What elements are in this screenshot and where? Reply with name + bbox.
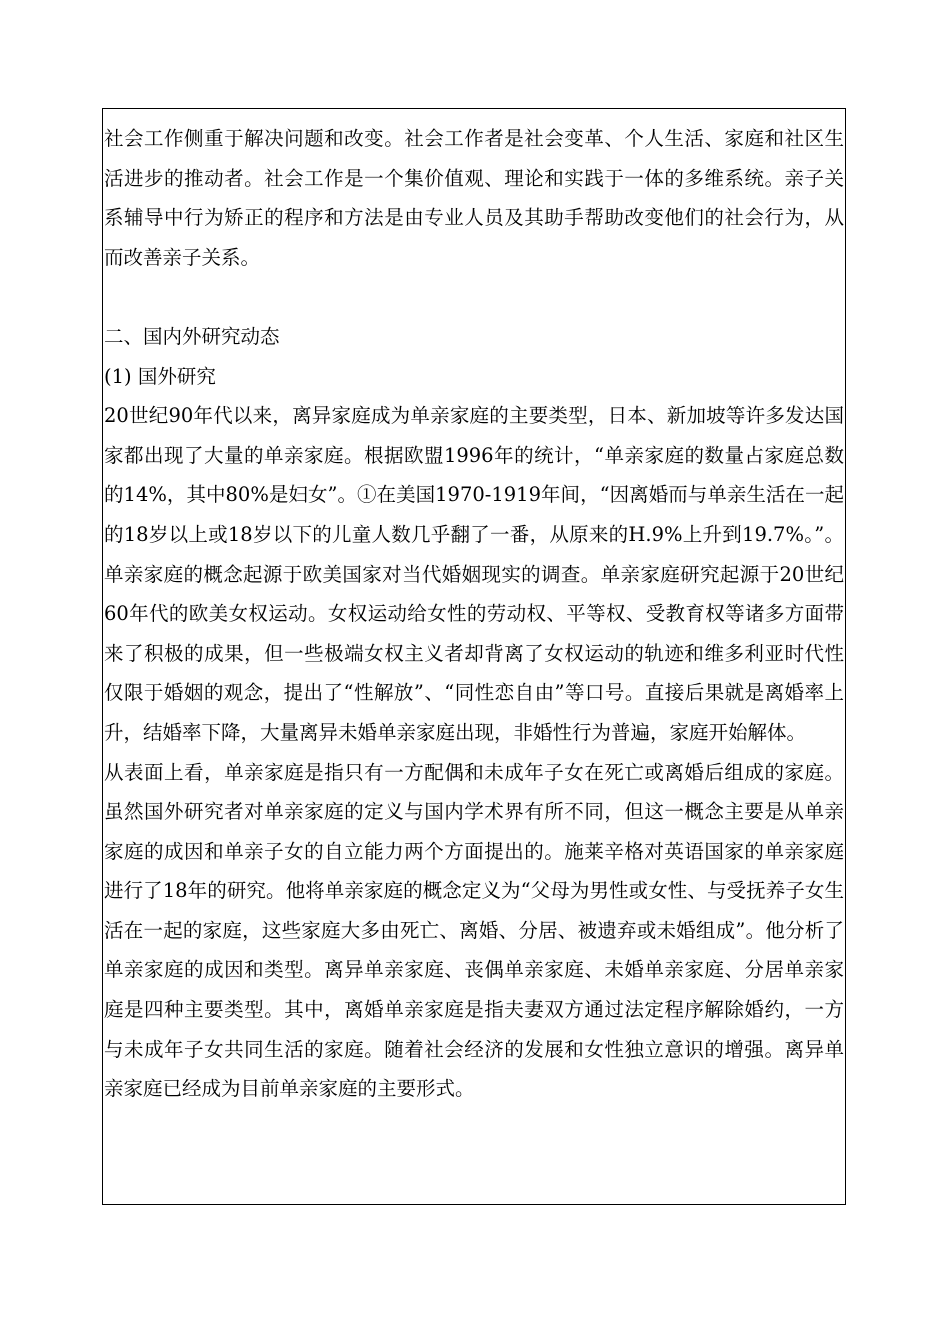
document-body [103,119,845,1109]
foreign-research-paragraph-1: 20世纪90年代以来，离异家庭成为单亲家庭的主要类型，日本、新加坡等许多发达国家都出现了大量的单亲家庭。根据欧盟1996年的统计，“单亲家庭的数量占家庭总数的14%，其中80%是妇女”。①在美国1970-1919年间，“因离婚而与单亲生活在一起的18岁以上或18岁以下的儿童人数几乎翻了一番，从原来的H.9%上升到19.7%。”。单亲家庭的概念起源于欧美国家对当代婚姻现实的调查。单亲家庭研究起源于20世纪60年代的欧美女权运动。女权运动给女性的劳动权、平等权、受教育权等诸多方面带来了积极的成果，但一些极端女权主义者却背离了女权运动的轨迹和维多利亚时代性仅限于婚姻的观念，提出了“性解放”、“同性恋自由”等口号。直接后果就是离婚率上升，结婚率下降，大量离异未婚单亲家庭出现，非婚性行为普遍，家庭开始解体。 [104,404,844,744]
foreign-research-paragraph-2: 从表面上看，单亲家庭是指只有一方配偶和未成年子女在死亡或离婚后组成的家庭。虽然国外研究者对单亲家庭的定义与国内学术界有所不同，但这一概念主要是从单亲家庭的成因和单亲子女的自立能力两个方面提出的。施莱辛格对英语国家的单亲家庭进行了18年的研究。他将单亲家庭的概念定义为“父母为男性或女性、与受抚养子女生活在一起的家庭，这些家庭大多由死亡、离婚、分居、被遗弃或未婚组成”。他分析了单亲家庭的成因和类型。离异单亲家庭、丧偶单亲家庭、未婚单亲家庭、分居单亲家庭是四种主要类型。其中，离婚单亲家庭是指夫妻双方通过法定程序解除婚约，一方与未成年子女共同生活的家庭。随着社会经济的发展和女性独立意识的增强。离异单亲家庭已经成为目前单亲家庭的主要形式。 [104,760,844,1101]
section-heading: 二、国内外研究动态 [104,324,280,348]
document-table-cell [102,108,846,1205]
blank-line [103,277,845,317]
subsection-heading: (1) 国外研究 [104,364,216,388]
intro-paragraph: 社会工作侧重于解决问题和改变。社会工作者是社会变革、个人生活、家庭和社区生活进步的推动者。社会工作是一个集价值观、理论和实践于一体的多维系统。亲子关系辅导中行为矫正的程序和方法是由专业人员及其助手帮助改变他们的社会行为，从而改善亲子关系。 [104,127,844,269]
